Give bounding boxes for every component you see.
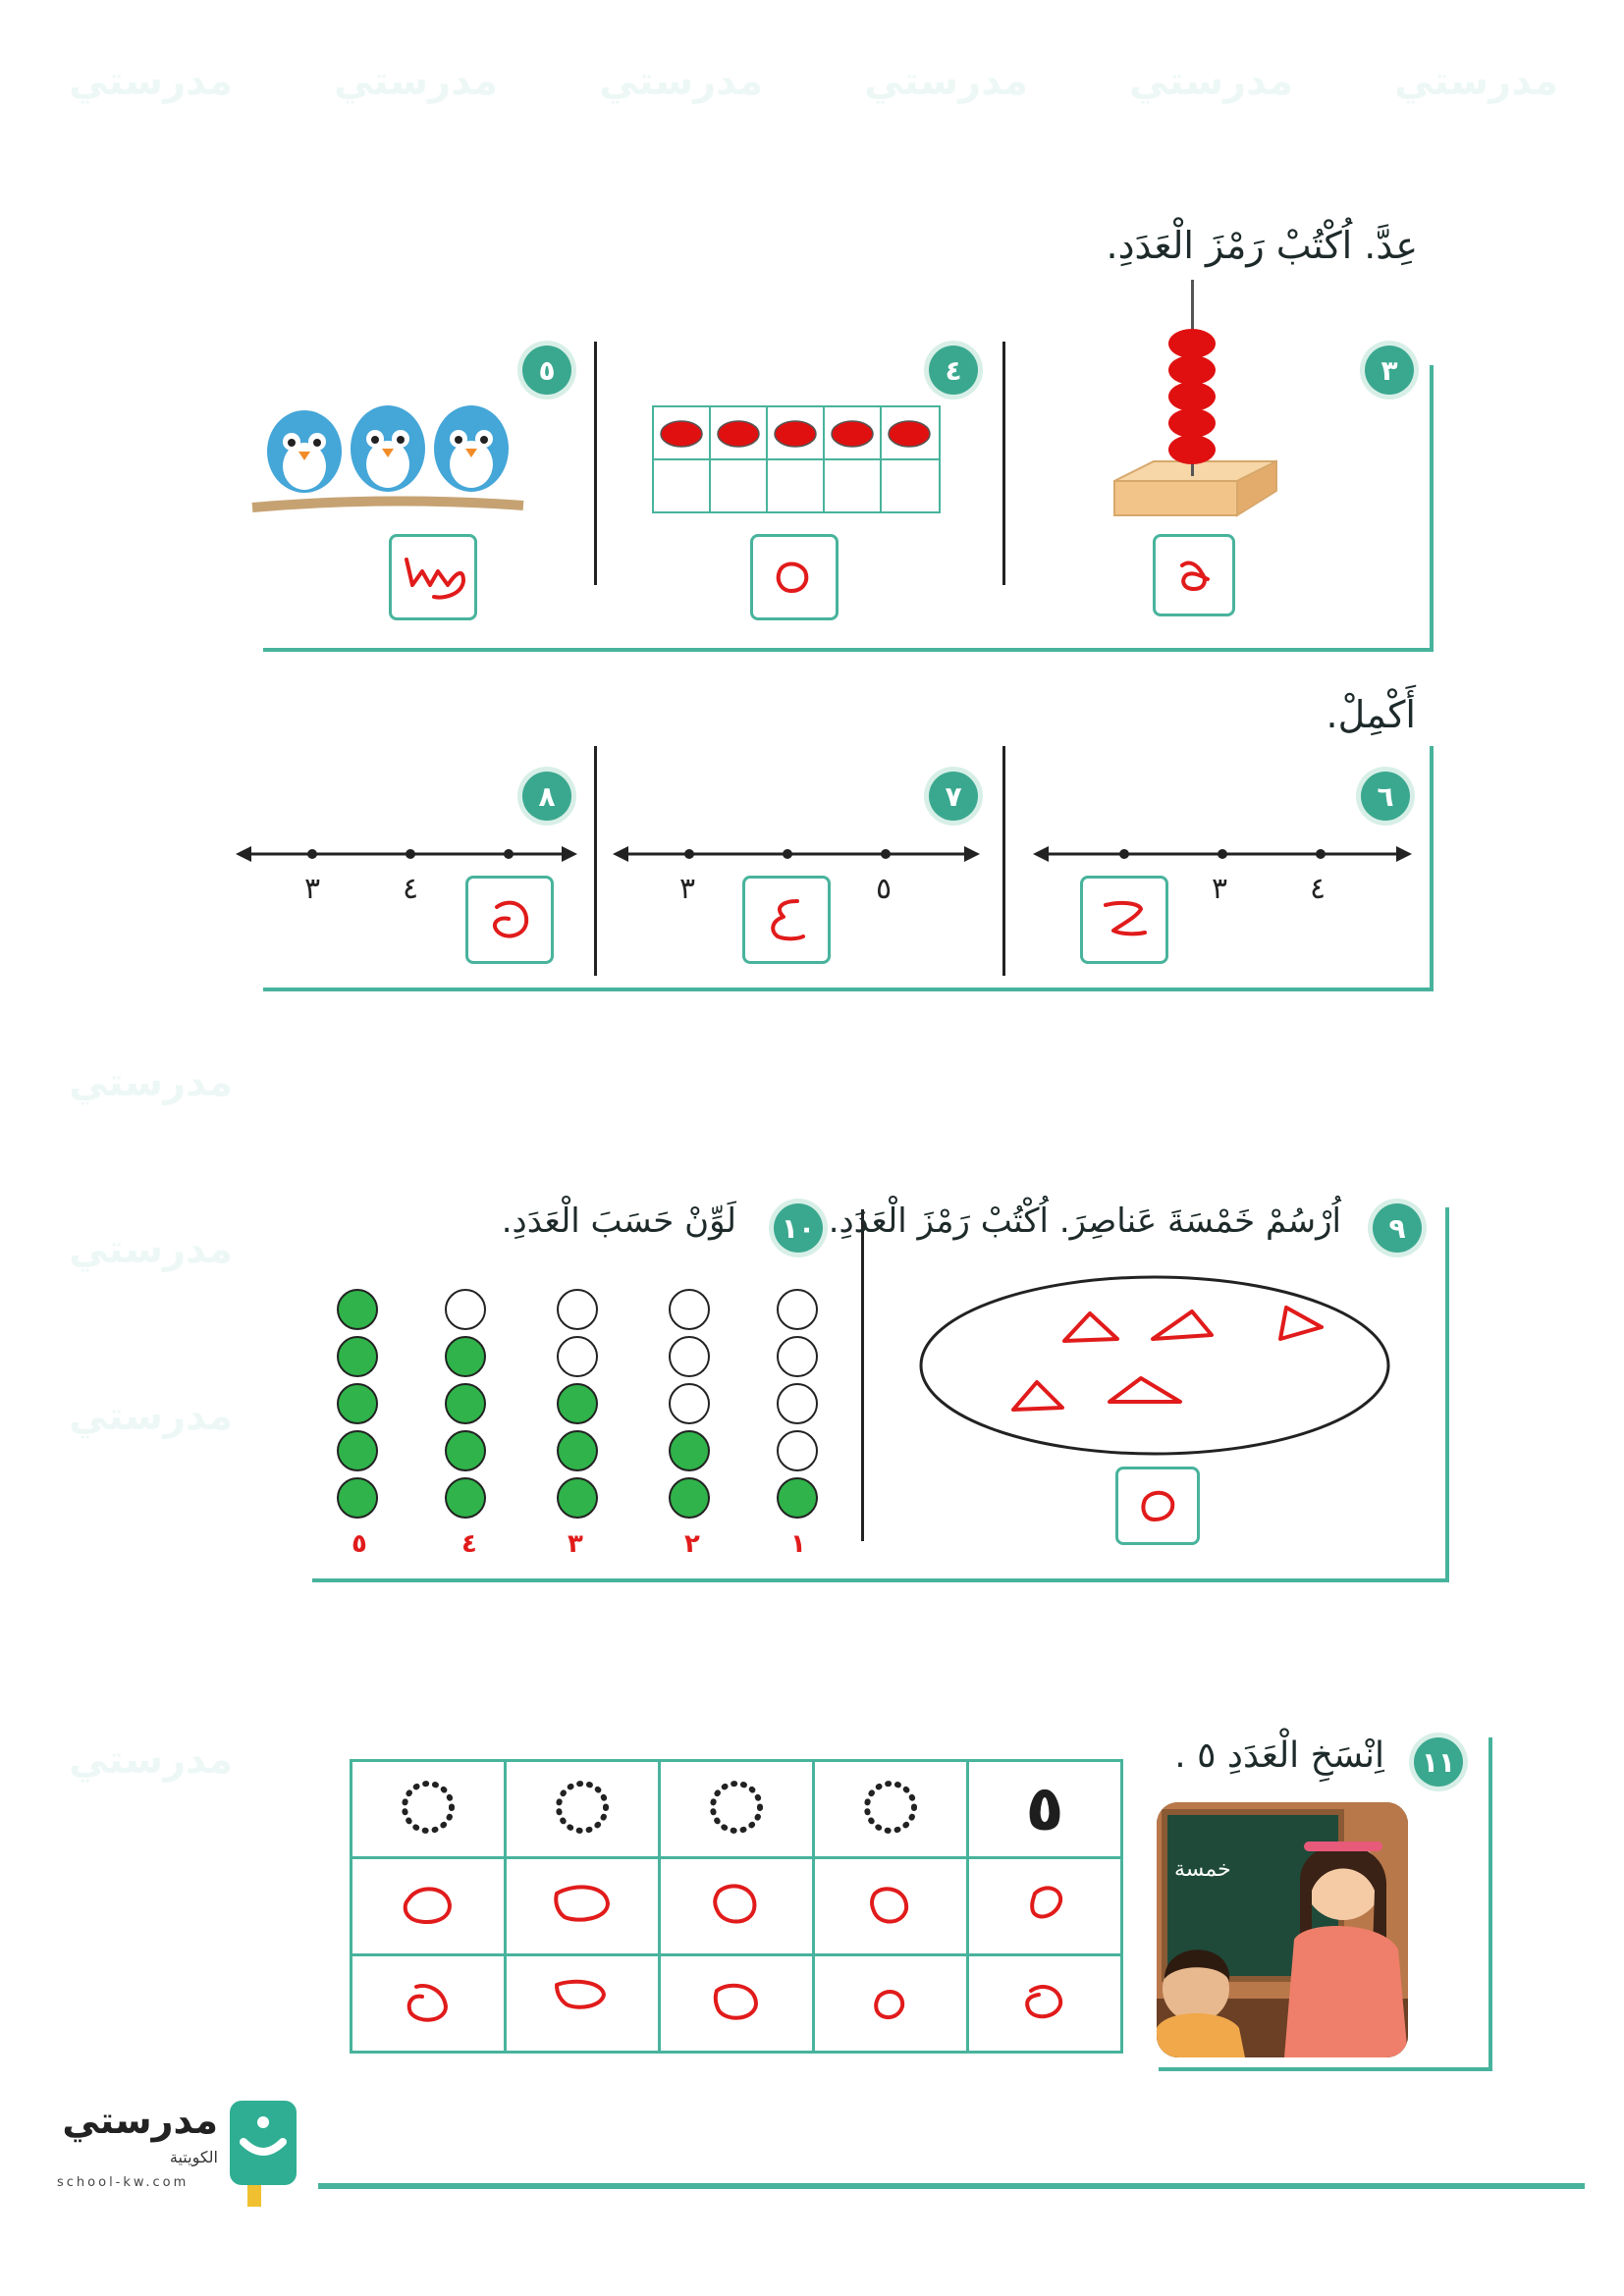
number-line-label: ٣	[1212, 872, 1228, 906]
item-number-badge: ١٠	[774, 1203, 823, 1253]
divider	[594, 342, 597, 585]
copy-cell[interactable]	[352, 1955, 506, 2053]
bead-filled[interactable]	[670, 1431, 709, 1470]
item-number-badge: ١١	[1414, 1737, 1463, 1787]
bead-filled[interactable]	[778, 1478, 817, 1518]
logo-url: school-kw.com	[57, 2175, 189, 2190]
bead-empty[interactable]	[670, 1337, 709, 1376]
logo-icon	[224, 2093, 302, 2211]
panel4-bottom-border	[1159, 2067, 1492, 2071]
item-number-badge: ٤	[929, 346, 978, 395]
bead-filled[interactable]	[558, 1431, 597, 1470]
item11-instruction: اِنْسَخِ الْعَدَدِ ٥ .	[1174, 1735, 1384, 1776]
divider	[861, 1209, 864, 1541]
bead-filled[interactable]	[670, 1478, 709, 1518]
footer-line	[318, 2183, 1585, 2189]
table-row	[352, 1955, 1122, 2053]
item10-instruction: لَوِّنْ حَسَبَ الْعَدَدِ.	[501, 1201, 736, 1241]
item-number-badge: ٨	[522, 772, 571, 821]
bead-empty[interactable]	[670, 1290, 709, 1329]
watermark: مدرستي	[69, 1227, 234, 1272]
bead-filled[interactable]	[446, 1337, 485, 1376]
bead-filled[interactable]	[338, 1478, 377, 1518]
abacus-image	[1105, 280, 1281, 525]
bead-filled[interactable]	[446, 1478, 485, 1518]
dotted-digit-cell[interactable]	[506, 1761, 660, 1858]
item-number-badge: ٩	[1373, 1203, 1422, 1253]
bead-filled[interactable]	[446, 1431, 485, 1470]
copy-cell[interactable]	[814, 1858, 968, 1955]
watermark: مدرستي	[69, 1737, 234, 1783]
bead-col-label: ٥	[352, 1529, 367, 1559]
bead-filled[interactable]	[338, 1337, 377, 1376]
watermark: مدرستي	[599, 59, 764, 104]
panel3-right-border	[1445, 1207, 1449, 1582]
item-number-badge: ٦	[1361, 772, 1410, 821]
copy-cell[interactable]	[506, 1955, 660, 2053]
handwritten-answer	[1131, 1478, 1186, 1533]
logo-sub: الكويتية	[169, 2148, 218, 2166]
model-digit-cell	[968, 1761, 1122, 1858]
ten-frame-image	[651, 404, 942, 514]
item-number-badge: ٧	[929, 772, 978, 821]
bead-col-label: ٢	[684, 1529, 700, 1559]
dotted-digit-cell[interactable]	[660, 1761, 814, 1858]
bead-col-label: ٣	[568, 1529, 583, 1559]
number-line	[1031, 839, 1414, 869]
handwritten-answer	[395, 546, 473, 609]
bead-filled[interactable]	[558, 1384, 597, 1423]
bead-empty[interactable]	[778, 1290, 817, 1329]
copy-cell[interactable]	[968, 1955, 1122, 2053]
number-line-label: ٣	[304, 872, 321, 906]
handwritten-answer	[477, 887, 542, 952]
watermark: مدرستي	[69, 1394, 234, 1439]
watermark: مدرستي	[864, 59, 1029, 104]
bead-empty[interactable]	[558, 1290, 597, 1329]
panel2-bottom-border	[263, 988, 1434, 991]
number-line-label: ٥	[876, 872, 893, 906]
bead-filled[interactable]	[338, 1384, 377, 1423]
bead-empty[interactable]	[670, 1384, 709, 1423]
copy-cell[interactable]	[968, 1858, 1122, 1955]
copy-cell[interactable]	[506, 1858, 660, 1955]
drawing-oval	[917, 1272, 1392, 1459]
number-line	[234, 839, 579, 869]
watermark: مدرستي	[1394, 59, 1559, 104]
panel3-bottom-border	[312, 1578, 1449, 1582]
bead-empty[interactable]	[778, 1431, 817, 1470]
model-digit: ٥	[1025, 1773, 1064, 1845]
watermark: مدرستي	[334, 59, 499, 104]
item-number-badge: ٥	[522, 346, 571, 395]
birds-image	[250, 398, 525, 525]
bead-col-label: ٤	[461, 1529, 477, 1559]
copy-cell[interactable]	[352, 1858, 506, 1955]
dotted-digit-cell[interactable]	[814, 1761, 968, 1858]
footer-logo	[57, 2093, 312, 2220]
bead-empty[interactable]	[558, 1337, 597, 1376]
table-row	[352, 1858, 1122, 1955]
handwritten-answer	[766, 550, 821, 605]
section2-instruction: أَكْمِلْ.	[1326, 693, 1416, 736]
handwritten-answer	[1168, 548, 1221, 601]
bead-filled[interactable]	[338, 1431, 377, 1470]
bead-empty[interactable]	[778, 1337, 817, 1376]
copy-cell[interactable]	[660, 1955, 814, 2053]
section1-instruction: عِدَّ. اُكْتُبْ رَمْزَ الْعَدَدِ.	[1106, 224, 1418, 267]
item-number-badge: ٣	[1365, 346, 1414, 395]
bead-filled[interactable]	[558, 1478, 597, 1518]
copy-grid	[350, 1759, 1123, 2054]
bead-filled[interactable]	[338, 1290, 377, 1329]
board-word: خمسة	[1174, 1857, 1231, 1882]
dotted-digit-cell[interactable]	[352, 1761, 506, 1858]
table-row	[352, 1761, 1122, 1858]
bead-filled[interactable]	[446, 1384, 485, 1423]
color-beads-grid	[324, 1276, 835, 1571]
bead-col-label: ١	[790, 1529, 806, 1559]
number-line-label: ٤	[403, 872, 419, 906]
handwritten-answer	[1092, 887, 1157, 952]
divider	[594, 746, 597, 976]
divider	[1002, 342, 1005, 585]
copy-cell[interactable]	[660, 1858, 814, 1955]
logo-name: مدرستي	[62, 2099, 218, 2142]
panel4-right-border	[1489, 1737, 1492, 2071]
bead-empty[interactable]	[446, 1290, 485, 1329]
item9-instruction: اُرْسُمْ خَمْسَةَ عَناصِرَ. اُكْتُبْ رَمْزَ الْعَدَدِ.	[828, 1201, 1341, 1241]
number-line-label: ٣	[679, 872, 696, 906]
watermark: مدرستي	[1129, 59, 1294, 104]
panel2-right-border	[1430, 746, 1434, 991]
classroom-image	[1157, 1802, 1408, 2057]
divider	[1002, 746, 1005, 976]
copy-cell[interactable]	[814, 1955, 968, 2053]
panel1-bottom-border	[263, 648, 1434, 652]
panel1-right-border	[1430, 365, 1434, 652]
number-line	[611, 839, 982, 869]
watermark: مدرستي	[69, 1060, 234, 1105]
bead-empty[interactable]	[778, 1384, 817, 1423]
handwritten-answer	[754, 887, 819, 952]
watermark: مدرستي	[69, 59, 234, 104]
number-line-label: ٤	[1310, 872, 1326, 906]
